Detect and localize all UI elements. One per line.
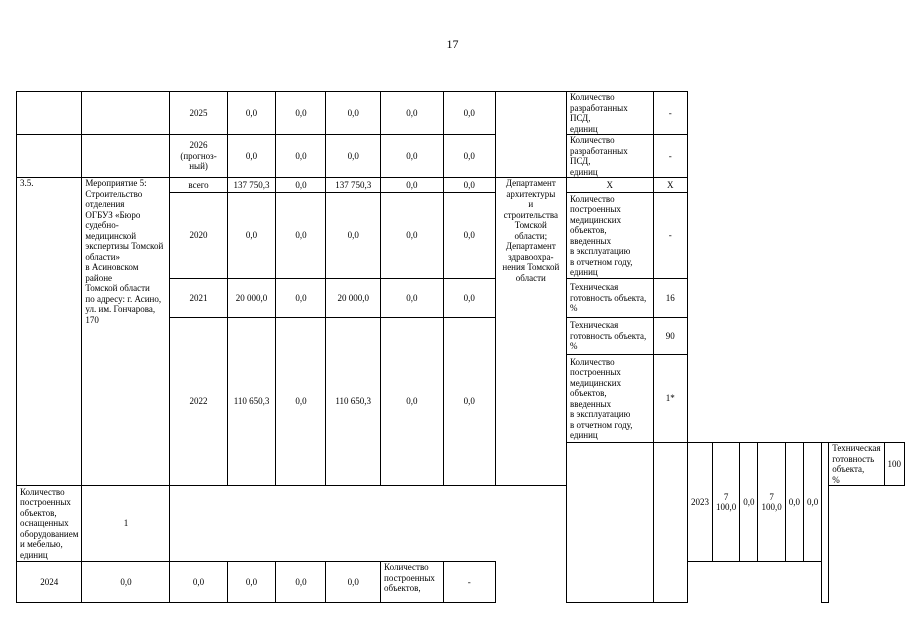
other-cell: 0,0 [443,193,495,279]
regional-cell: 110 650,3 [326,318,381,486]
regional-cell: 7 100,0 [758,443,785,562]
local-cell: 0,0 [381,193,444,279]
indicator-value: - [653,92,687,135]
empty-activity-cell [653,443,687,603]
table-row [17,135,905,178]
regional-cell: 0,0 [326,92,381,135]
total-cell: 110 650,3 [227,318,276,486]
table-row [17,562,905,603]
empty-number-cell [17,92,82,135]
indicator-value: - [653,135,687,178]
year-cell: 2022 [170,318,227,486]
other-cell: 0,0 [443,92,495,135]
indicator-name: Техническая готовность объекта, % [567,279,654,318]
indicator-name: Количество разработанных ПСД, единиц [567,135,654,178]
local-cell: 0,0 [381,279,444,318]
local-cell: 0,0 [381,92,444,135]
indicator-name: Количество разработанных ПСД, единиц [567,92,654,135]
indicator-value: 1 [82,486,170,562]
year-cell: 2026 (прогноз- ный) [170,135,227,178]
federal-cell: 0,0 [276,92,326,135]
table-row [17,178,905,193]
empty-number-cell [567,443,654,603]
activity-number: 3.5. [17,178,82,486]
total-cell: 0,0 [82,562,170,603]
local-cell: 0,0 [276,562,326,603]
indicator-name: X [567,178,654,193]
indicator-value: X [653,178,687,193]
total-cell: 137 750,3 [227,178,276,193]
indicator-value: 100 [884,443,905,486]
indicator-name: Техническая готовность объекта, % [829,443,884,486]
year-cell: 2024 [17,562,82,603]
year-cell: всего [170,178,227,193]
indicator-value: 90 [653,318,687,355]
empty-activity-cell [82,92,170,135]
federal-cell: 0,0 [276,318,326,486]
other-cell: 0,0 [443,135,495,178]
empty-activity-cell [82,135,170,178]
federal-cell: 0,0 [276,193,326,279]
total-cell: 7 100,0 [712,443,739,562]
total-cell: 0,0 [227,135,276,178]
indicator-value: 16 [653,279,687,318]
empty-number-cell [17,135,82,178]
other-cell: 0,0 [443,178,495,193]
total-cell: 0,0 [227,92,276,135]
activity-title: Мероприятие 5: Строительство отделения ОГБУЗ «Бюро судебно-медицинской экспертизы Томской области» в Асиновском районе Томской области по адресу: г. Асино, ул. им. Гончарова, 170 [82,178,170,486]
other-cell: 0,0 [803,443,821,562]
empty-department-cell [495,92,566,178]
indicator-name: Количество построенных объектов, оснащенных оборудованием и мебелью, единиц [17,486,82,562]
indicator-value: - [653,193,687,279]
year-cell: 2020 [170,193,227,279]
total-cell: 0,0 [227,193,276,279]
local-cell: 0,0 [381,318,444,486]
program-table [16,91,905,603]
regional-cell: 20 000,0 [326,279,381,318]
other-cell: 0,0 [326,562,381,603]
federal-cell: 0,0 [740,443,758,562]
regional-cell: 0,0 [326,135,381,178]
total-cell: 20 000,0 [227,279,276,318]
federal-cell: 0,0 [276,279,326,318]
regional-cell: 0,0 [326,193,381,279]
local-cell: 0,0 [381,178,444,193]
regional-cell: 0,0 [227,562,276,603]
federal-cell: 0,0 [276,178,326,193]
federal-cell: 0,0 [276,135,326,178]
local-cell: 0,0 [785,443,803,562]
year-cell: 2025 [170,92,227,135]
department-cell: Департамент архитектуры и строительства Томской области; Департамент здравоохра- нения Томской области [495,178,566,486]
indicator-name: Количество построенных объектов, [381,562,444,603]
indicator-name: Количество построенных медицинских объектов, введенных в эксплуатацию в отчетном году, единиц [567,193,654,279]
indicator-value: 1* [653,355,687,443]
other-cell: 0,0 [443,318,495,486]
indicator-name: Количество построенных медицинских объектов, введенных в эксплуатацию в отчетном году, единиц [567,355,654,443]
empty-department-cell [822,443,829,603]
page-number: 17 [446,37,459,51]
year-cell: 2023 [687,443,712,562]
table-row [17,92,905,135]
indicator-name: Техническая готовность объекта, % [567,318,654,355]
local-cell: 0,0 [381,135,444,178]
regional-cell: 137 750,3 [326,178,381,193]
year-cell: 2021 [170,279,227,318]
indicator-value: - [443,562,495,603]
federal-cell: 0,0 [170,562,227,603]
other-cell: 0,0 [443,279,495,318]
